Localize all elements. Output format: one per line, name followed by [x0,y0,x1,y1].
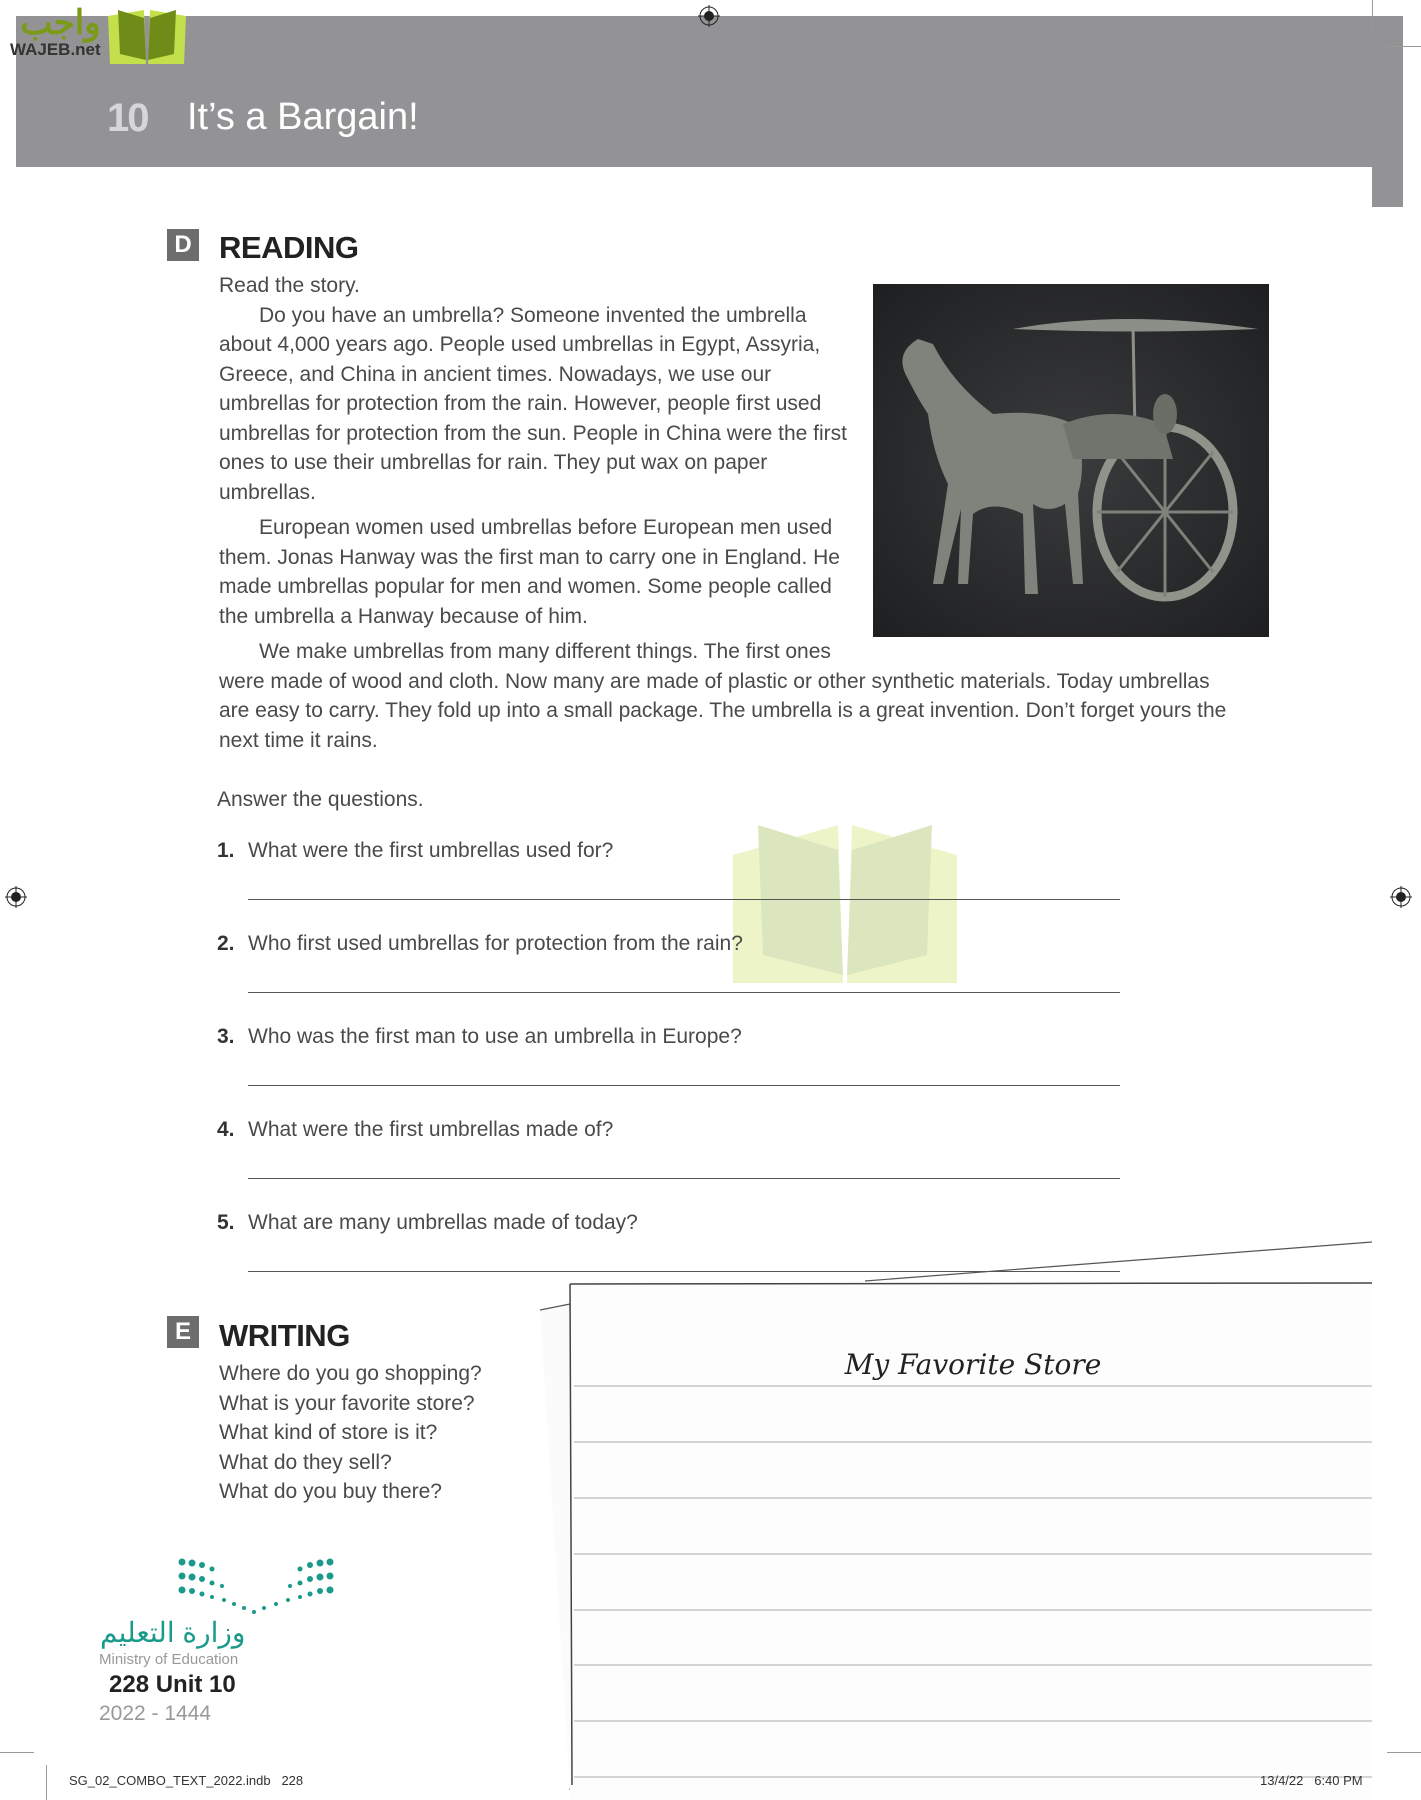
crop-mark [1372,0,1373,30]
writing-prompt: What do you buy there? [219,1480,442,1503]
ministry-year: 2022 - 1444 [99,1702,212,1725]
print-timestamp: 13/4/22 6:40 PM [1260,1773,1363,1788]
question-text: What were the first umbrellas used for? [248,838,614,862]
question-4 [217,1094,1269,1187]
story-paragraph-2: European women used umbrellas before European men used them. Jonas Hanway was the first man to carry one in England. He made umbrellas popular for men and women. Some people called the umbrella a Hanway because of him. [219,516,840,628]
writing-prompt: What kind of store is it? [219,1421,438,1444]
wajeb-logo [10,6,101,60]
writing-title: WRITING [219,1318,350,1353]
question-text: Who first used umbrellas for protection from the rain? [248,931,743,955]
writing-line[interactable] [574,1441,1372,1443]
page-number-unit: 228 Unit 10 [109,1671,236,1698]
question-number: 3. [217,1024,235,1048]
print-file-name: SG_02_COMBO_TEXT_2022.indb 228 [69,1773,304,1788]
writing-line[interactable] [574,1720,1372,1722]
wajeb-logo-arabic: واجب [20,4,101,42]
question-number: 1. [217,838,235,862]
writing-prompt: What do they sell? [219,1450,392,1474]
crop-mark [1387,1752,1421,1753]
unit-header-band [16,16,1403,167]
writing-line[interactable] [574,1385,1372,1387]
reading-instruction: Read the story. [219,274,360,297]
writing-paper-title: My Favorite Store [844,1348,1102,1381]
book-icon [106,4,188,66]
question-2 [217,908,1269,1001]
answer-line-1[interactable] [248,899,1120,900]
writing-prompt: What is your favorite store? [219,1391,475,1415]
question-text: What were the first umbrellas made of? [248,1117,614,1141]
crop-mark [0,1752,34,1753]
questions-instruction: Answer the questions. [217,788,424,811]
writing-prompt: Where do you go shopping? [219,1362,482,1385]
answer-line-4[interactable] [248,1178,1120,1179]
registration-mark-icon [698,5,720,27]
story-paragraph-1: Do you have an umbrella? Someone invented the umbrella about 4,000 years ago. People used umbrellas in Egypt, Assyria, Greece, and China in ancient times. Nowadays, we use our umbrellas for protection from the rain. However, people first used umbrellas for protection from the sun. People in China were the first ones to use their umbrellas for rain. They put wax on paper umbrellas. [219,303,847,504]
unit-number: 10 [107,96,148,140]
question-text: What are many umbrellas made of today? [248,1210,638,1234]
answer-line-3[interactable] [248,1085,1120,1086]
header-tab [1372,160,1403,207]
writing-line[interactable] [574,1776,1372,1778]
horse-chariot-umbrella-photo [873,284,1269,637]
ministry-logo-dots-icon [178,1556,338,1616]
unit-title: It’s a Bargain! [187,96,419,138]
writing-line[interactable] [574,1497,1372,1499]
section-letter-e: E [167,1316,199,1348]
crop-mark [46,1765,47,1800]
writing-paper-stack [530,1230,1390,1800]
writing-line[interactable] [574,1664,1372,1666]
question-number: 4. [217,1117,235,1141]
writing-line[interactable] [574,1609,1372,1611]
ministry-english: Ministry of Education [99,1651,239,1668]
registration-mark-icon [1390,886,1412,908]
question-number: 5. [217,1210,235,1234]
registration-mark-icon [5,886,27,908]
section-letter-d: D [167,229,199,261]
wajeb-logo-latin: WAJEB.net [10,40,101,59]
question-1 [217,815,1269,908]
reading-body [219,271,1269,1280]
writing-prompts [219,1359,482,1507]
question-text: Who was the first man to use an umbrella in Europe? [248,1024,742,1048]
story-paragraph-3: We make umbrellas from many different things. The first ones were made of wood and cloth. Now many are made of plastic or other synthetic materials. Today umbrellas are easy to carry. They fold up into a small package. The umbrella is a great invention. Don’t forget yours the next time it rains. [219,640,1227,752]
crop-mark [1387,46,1421,47]
reading-title: READING [219,230,359,265]
question-3 [217,1001,1269,1094]
answer-line-2[interactable] [248,992,1120,993]
writing-line[interactable] [574,1553,1372,1555]
question-number: 2. [217,931,235,955]
ministry-arabic: وزارة التعليم [100,1617,246,1648]
